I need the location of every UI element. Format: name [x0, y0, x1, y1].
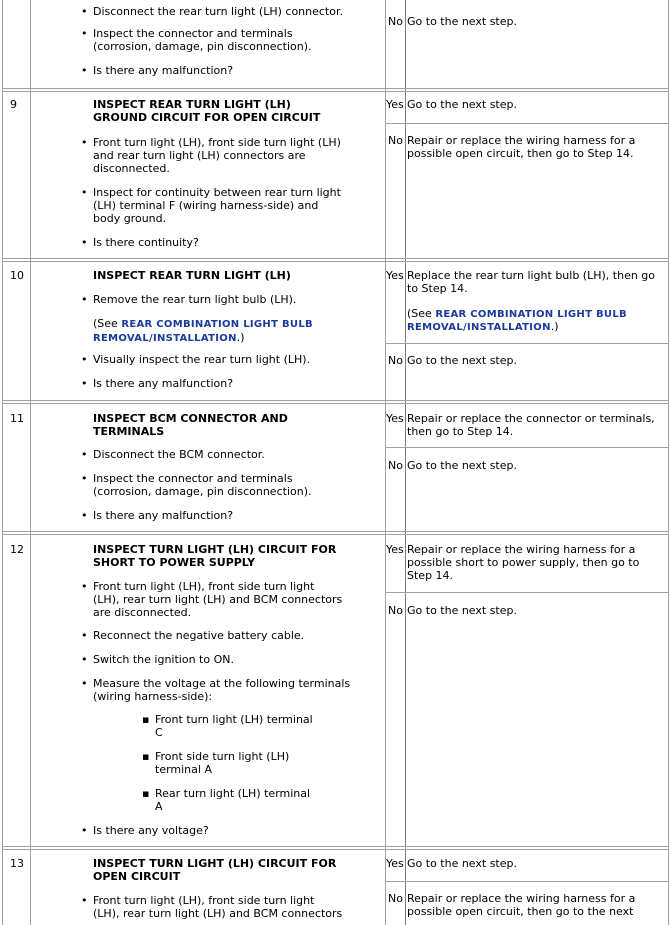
grid-line — [668, 0, 669, 925]
yes-no-divider — [385, 592, 669, 593]
row-divider — [2, 258, 669, 259]
yes-no-divider — [385, 343, 669, 344]
row-divider — [2, 88, 669, 89]
row-divider — [2, 849, 669, 850]
bullet: • — [81, 136, 88, 149]
step-number: 12 — [10, 543, 24, 556]
step-text: Reconnect the negative battery cable. — [93, 629, 305, 642]
bullet: • — [81, 377, 88, 390]
reference-note: (See REAR COMBINATION LIGHT BULB — [93, 317, 313, 330]
yes-label: Yes — [386, 412, 404, 425]
reference-note: (See REAR COMBINATION LIGHT BULB — [407, 307, 627, 320]
row-divider — [2, 531, 669, 532]
step-text: Is there any malfunction? — [93, 64, 234, 77]
step-title: INSPECT REAR TURN LIGHT (LH) GROUND CIRCUIT FOR OPEN CIRCUIT — [93, 98, 321, 124]
no-action: Go to the next step. — [407, 604, 517, 617]
row-divider — [2, 403, 669, 404]
yes-no-divider — [385, 123, 669, 124]
bullet: • — [81, 677, 88, 690]
yes-label: Yes — [386, 543, 404, 556]
step-title: INSPECT TURN LIGHT (LH) CIRCUIT FOR OPEN CIRCUIT — [93, 857, 337, 883]
bullet: • — [81, 472, 88, 485]
no-label: No — [388, 459, 403, 472]
no-action: Go to the next step. — [407, 354, 517, 367]
reference-note: REMOVAL/INSTALLATION.) — [93, 331, 245, 344]
step-text: Inspect the connector and terminals (corrosion, damage, pin disconnection). — [93, 27, 312, 53]
step-text: Inspect the connector and terminals (corrosion, damage, pin disconnection). — [93, 472, 312, 498]
bullet: • — [81, 236, 88, 249]
step-title: INSPECT TURN LIGHT (LH) CIRCUIT FOR SHORT TO POWER SUPPLY — [93, 543, 337, 569]
grid-line — [30, 0, 31, 925]
step-text: Remove the rear turn light bulb (LH). — [93, 293, 297, 306]
step-text: Switch the ignition to ON. — [93, 653, 234, 666]
row-divider — [2, 534, 669, 535]
step-text: Front turn light (LH), front side turn light (LH), rear turn light (LH) and BCM connectors are disconnected. — [93, 580, 343, 619]
square-bullet: ▪ — [142, 750, 150, 763]
step-title: INSPECT BCM CONNECTOR AND TERMINALS — [93, 412, 288, 438]
step-text: Is there any malfunction? — [93, 377, 234, 390]
bullet: • — [81, 448, 88, 461]
reference-link[interactable]: REAR COMBINATION LIGHT BULB — [435, 309, 627, 320]
step-text: Disconnect the BCM connector. — [93, 448, 265, 461]
yes-action: Go to the next step. — [407, 857, 517, 870]
row-divider — [2, 91, 669, 92]
no-label: No — [388, 134, 403, 147]
no-label: No — [388, 354, 403, 367]
bullet: • — [81, 629, 88, 642]
yes-action: Repair or replace the wiring harness for a possible short to power supply, then go to Step 14. — [407, 543, 640, 582]
terminal-item: Front turn light (LH) terminal C — [155, 713, 313, 739]
grid-line — [385, 0, 386, 925]
bullet: • — [81, 509, 88, 522]
step-number: 10 — [10, 269, 24, 282]
bullet: • — [81, 824, 88, 837]
bullet: • — [81, 293, 88, 306]
row-divider — [2, 846, 669, 847]
reference-link[interactable]: REMOVAL/INSTALLATION — [93, 333, 237, 344]
step-text: Is there any malfunction? — [93, 509, 234, 522]
no-action: Repair or replace the wiring harness for a possible open circuit, then go to the next — [407, 892, 636, 918]
yes-action: Repair or replace the connector or terminals, then go to Step 14. — [407, 412, 655, 438]
no-action: Go to the next step. — [407, 15, 517, 28]
step-text: Measure the voltage at the following terminals (wiring harness-side): — [93, 677, 351, 703]
bullet: • — [81, 353, 88, 366]
square-bullet: ▪ — [142, 787, 150, 800]
grid-line — [2, 0, 3, 925]
bullet: • — [81, 27, 88, 40]
bullet: • — [81, 580, 88, 593]
yes-action: Go to the next step. — [407, 98, 517, 111]
yes-label: Yes — [386, 98, 404, 111]
step-text: Front turn light (LH), front side turn light (LH), rear turn light (LH) and BCM connectors — [93, 894, 343, 920]
no-action: Repair or replace the wiring harness for a possible open circuit, then go to Step 14. — [407, 134, 636, 160]
step-text: Inspect for continuity between rear turn light (LH) terminal F (wiring harness-side) and body ground. — [93, 186, 341, 225]
square-bullet: ▪ — [142, 713, 150, 726]
yes-action: Replace the rear turn light bulb (LH), then go to Step 14. — [407, 269, 656, 295]
bullet: • — [81, 186, 88, 199]
yes-label: Yes — [386, 269, 404, 282]
yes-label: Yes — [386, 857, 404, 870]
step-number: 9 — [10, 98, 17, 111]
step-text: Is there continuity? — [93, 236, 199, 249]
step-text: Disconnect the rear turn light (LH) connector. — [93, 5, 343, 18]
bullet: • — [81, 5, 88, 18]
terminal-item: Front side turn light (LH) terminal A — [155, 750, 290, 776]
yes-no-divider — [385, 881, 669, 882]
bullet: • — [81, 64, 88, 77]
step-title: INSPECT REAR TURN LIGHT (LH) — [93, 269, 291, 282]
reference-link[interactable]: REAR COMBINATION LIGHT BULB — [121, 319, 313, 330]
step-text: Is there any voltage? — [93, 824, 209, 837]
reference-link[interactable]: REMOVAL/INSTALLATION — [407, 322, 551, 333]
bullet: • — [81, 653, 88, 666]
step-number: 11 — [10, 412, 24, 425]
no-label: No — [388, 892, 403, 905]
step-text: Visually inspect the rear turn light (LH). — [93, 353, 311, 366]
no-label: No — [388, 604, 403, 617]
step-text: Front turn light (LH), front side turn light (LH) and rear turn light (LH) connectors are disconnected. — [93, 136, 341, 175]
yes-no-divider — [385, 447, 669, 448]
grid-line — [405, 0, 406, 925]
row-divider — [2, 261, 669, 262]
step-number: 13 — [10, 857, 24, 870]
terminal-item: Rear turn light (LH) terminal A — [155, 787, 311, 813]
no-action: Go to the next step. — [407, 459, 517, 472]
row-divider — [2, 400, 669, 401]
reference-note: REMOVAL/INSTALLATION.) — [407, 320, 559, 333]
bullet: • — [81, 894, 88, 907]
no-label: No — [388, 15, 403, 28]
